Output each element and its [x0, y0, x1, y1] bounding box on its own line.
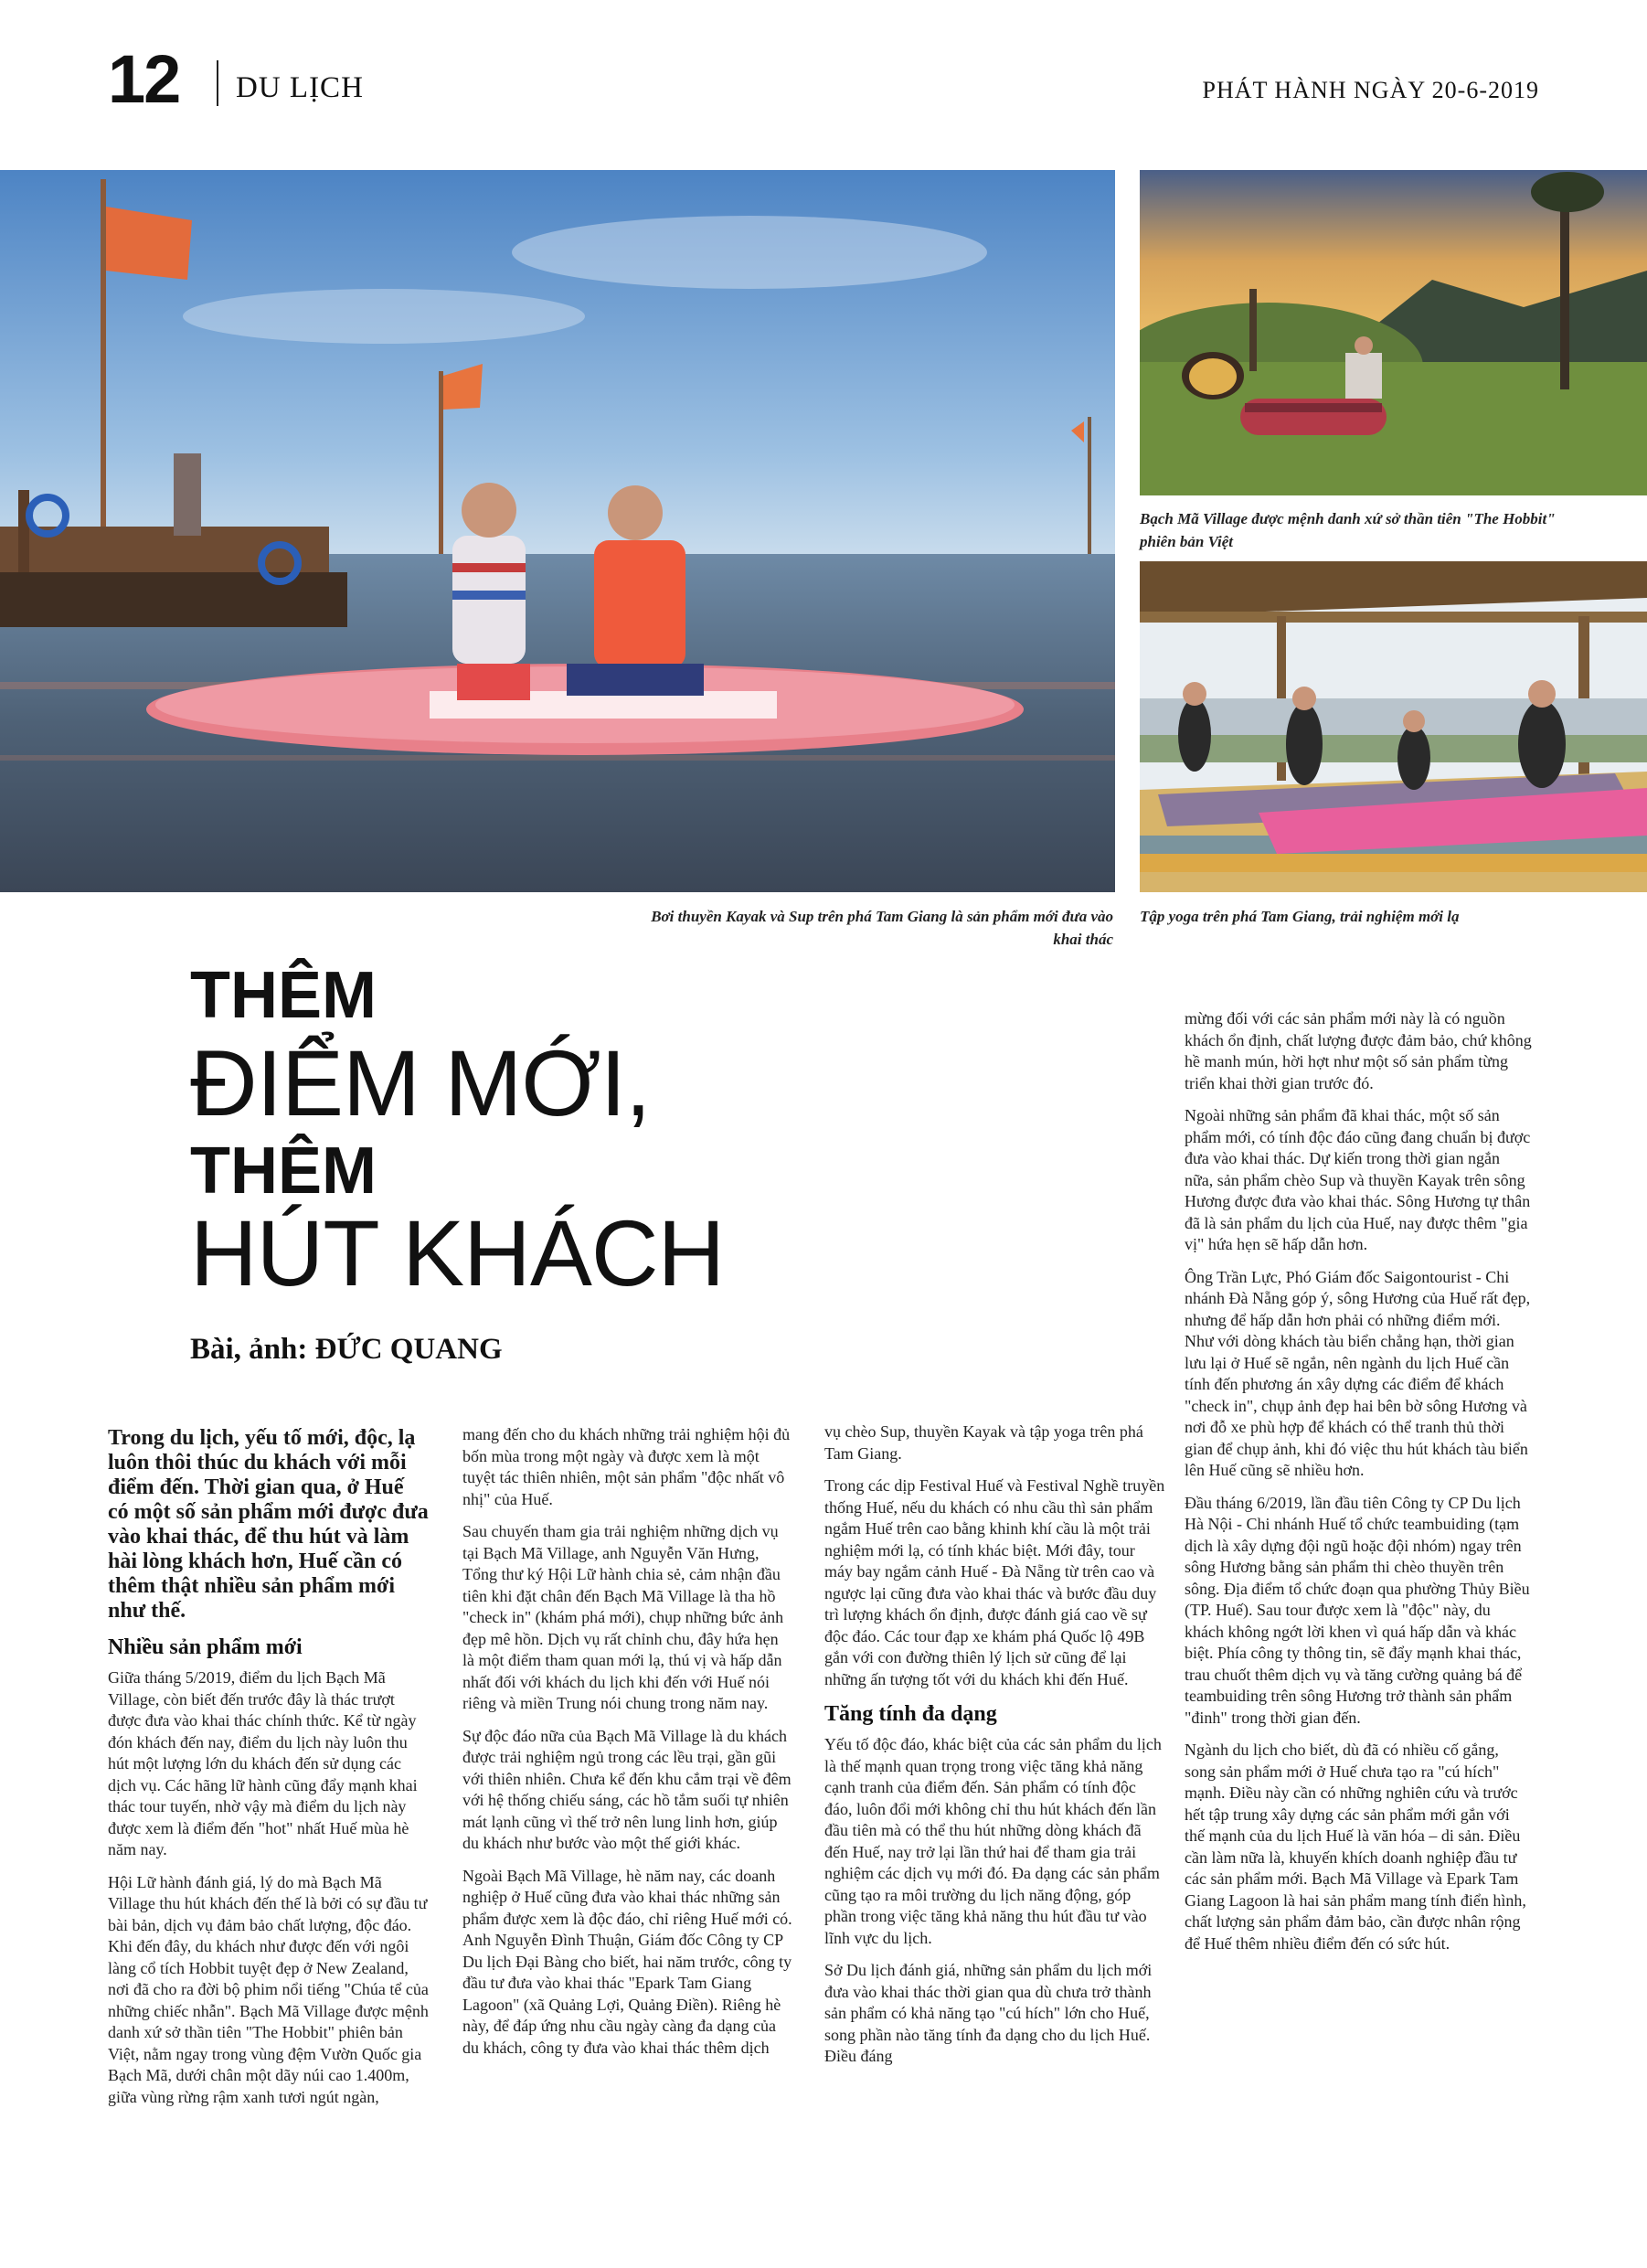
caption-kayak-sup: Bơi thuyền Kayak và Sup trên phá Tam Giang là sản phẩm mới đưa vào khai thác: [651, 908, 1113, 948]
body-paragraph: Ngành du lịch cho biết, dù đã có nhiều cố gắng, song sản phẩm mới ở Huế chưa tạo ra "cú hích" mạnh. Điều này cần có những nghiên cứu và trước hết tập trung xây dựng các sản phẩm mới gắn với thế mạnh của du lịch Huế là văn hóa – di sản. Điều cần làm nữa là, khuyến khích doanh nghiệp đầu tư các sản phẩm mới. Bạch Mã Village và Epark Tam Giang Lagoon là hai sản phẩm mang tính điển hình, chất lượng sản phẩm đảm bảo, cần được nhân rộng để Huế thêm nhiều điểm đến có sức hút.: [1185, 1741, 1526, 1953]
body-paragraph: Sự độc đáo nữa của Bạch Mã Village là du khách được trải nghiệm ngủ trong các lều trại, gần gũi với thiên nhiên. Chưa kể đến khu cắm trại về đêm với hệ thống chiếu sáng, các hồ tắm suối tự nhiên mát lạnh cũng vì thế trở nên lung linh hơn, giúp du khách như bước vào một thế giới khác.: [462, 1726, 792, 1852]
body-paragraph: Sở Du lịch đánh giá, những sản phẩm du lịch mới đưa vào khai thác thời gian qua dù chưa trở thành sản phẩm có khả năng tạo "cú hích" lớn cho Huế, song phần nào tăng tính đa dạng cho du lịch Huế. Điều đáng: [824, 1961, 1153, 2065]
issue-date: PHÁT HÀNH NGÀY 20-6-2019: [1202, 77, 1539, 103]
body-paragraph: mang đến cho du khách những trải nghiệm hội đủ bốn mùa trong một ngày và được xem là một tuyệt tác thiên nhiên, một sản phẩm "độc nhất vô nhị" của Huế.: [462, 1425, 791, 1508]
caption-bach-ma-village: Bạch Mã Village được mệnh danh xứ sở thần tiên "The Hobbit" phiên bản Việt: [1140, 510, 1556, 550]
section-name: DU LỊCH: [236, 71, 364, 104]
photo-yoga: [1140, 561, 1647, 892]
page-number: 12: [108, 41, 180, 117]
body-paragraph: Hội Lữ hành đánh giá, lý do mà Bạch Mã Village thu hút khách đến thế là bởi có sự đầu tư bài bản, dịch vụ đảm bảo chất lượng, độc đáo. Khi đến đây, du khách như được đến với ngôi làng cổ tích Hobbit tuyệt đẹp ở New Zealand, nơi đã cho ra đời bộ phim nổi tiếng "Chúa tể của những chiếc nhẫn". Bạch Mã Village được mệnh danh xứ sở thần tiên "The Hobbit" phiên bản Việt, nằm ngay trong vùng đệm Vườn Quốc gia Bạch Mã, dưới chân một dãy núi cao 1.400m, giữa vùng rừng rậm xanh tươi ngút ngàn,: [108, 1872, 429, 2106]
headline-line-3: THÊM: [190, 1134, 377, 1208]
photo-kayak-sup: [0, 170, 1115, 892]
subheading-diversity: Tăng tính đa dạng: [824, 1702, 997, 1726]
column-1: [108, 1426, 430, 2119]
column-2: [462, 1424, 793, 2070]
body-paragraph: Đầu tháng 6/2019, lần đầu tiên Công ty CP Du lịch Hà Nội - Chi nhánh Huế tổ chức teambuiding (tạm dịch là xây dựng đội ngũ hoặc đội nhóm) ngay trên sông Hương bằng sản phẩm thi chèo thuyền trên sông. Địa điểm tổ chức đoạn qua phường Thủy Biều (TP. Huế). Sau tour được xem là "độc" này, du khách không ngớt lời khen vì quá hấp dẫn và khác biệt. Phía công ty thông tin, sẽ đẩy mạnh khai thác, trau chuốt thêm dịch vụ và tăng cường quảng bá để teambuiding trên sông Hương trở thành sản phẩm "đinh" trong thời gian đến.: [1185, 1493, 1530, 1727]
body-paragraph: vụ chèo Sup, thuyền Kayak và tập yoga trên phá Tam Giang.: [824, 1422, 1143, 1463]
header-divider: [217, 60, 218, 106]
body-paragraph: Ngoài Bạch Mã Village, hè năm nay, các doanh nghiệp ở Huế cũng đưa vào khai thác những sản phẩm được xem là độc đáo, chỉ riêng Huế mới có. Anh Nguyễn Đình Thuận, Giám đốc Công ty CP Du lịch Đại Bàng cho biết, hai năm trước, công ty đầu tư đưa vào khai thác "Epark Tam Giang Lagoon" (xã Quảng Lợi, Quảng Điền). Riêng hè này, để đáp ứng nhu cầu ngày càng đa dạng của du khách, công ty đưa vào khai thác thêm dịch: [462, 1866, 792, 2057]
headline-line-1: THÊM: [190, 959, 377, 1032]
column-3: [824, 1421, 1166, 2079]
caption-yoga: Tập yoga trên phá Tam Giang, trải nghiệm mới lạ: [1140, 908, 1460, 925]
body-paragraph: Sau chuyến tham gia trải nghiệm những dịch vụ tại Bạch Mã Village, anh Nguyễn Văn Hưng, Tổng thư ký Hội Lữ hành chia sẻ, cảm nhận đầu tiên khi đặt chân đến Bạch Mã Village là tha hồ "check in" (khám phá mới), chụp những bức ảnh đẹp mê hồn. Dịch vụ rất chỉnh chu, đây hứa hẹn là một điểm tham quan mới lạ, thú vị và hấp dẫn nhất đối với khách du lịch khi đến với Huế nói riêng và miền Trung nói chung trong năm nay.: [462, 1522, 784, 1712]
body-paragraph: Trong các dịp Festival Huế và Festival Nghề truyền thống Huế, nếu du khách có nhu cầu thì sản phẩm ngắm Huế trên cao bằng khinh khí cầu là một trải nghiệm mới lạ, có tính khác biệt. Mới đây, tour máy bay ngắm cảnh Huế - Đà Nẵng từ trên cao và ngược lại cũng đưa vào khai thác và bước đầu duy trì lượng khách ổn định, được đánh giá cao về sự độc đáo. Các tour đạp xe khám phá Quốc lộ 49B gắn với con đường thiên lý lịch sử cũng để lại những ấn tượng tốt với du khách khi đến Huế.: [824, 1476, 1165, 1688]
body-paragraph: Giữa tháng 5/2019, điểm du lịch Bạch Mã Village, còn biết đến trước đây là thác trượt được đưa vào khai thác chính thức. Kể từ ngày đón khách đến nay, điểm du lịch này luôn thu hút một lượng lớn du khách đến sử dụng các dịch vụ. Các hãng lữ hành cũng đẩy mạnh khai thác tour tuyến, nhờ vậy mà điểm du lịch này được xem là điểm đến "hot" nhất Huế mùa hè năm nay.: [108, 1668, 418, 1858]
body-paragraph: Ông Trần Lực, Phó Giám đốc Saigontourist - Chi nhánh Đà Nẵng góp ý, sông Hương của Huế rất đẹp, nhưng để hấp dẫn hơn phải có những điểm mới. Như với dòng khách tàu biển chẳng hạn, thời gian lưu lại ở Huế sẽ ngắn, nên ngành du lịch Huế cần tính đến phương án xây dựng các điểm để khách "check in", chụp ảnh đẹp hai bên bờ sông Hương và nơi đỗ xe phù hợp để khách có thể tranh thủ thời gian để chụp ảnh, khi đó việc thu hút khách tàu biển lên Huế cũng sẽ nhiều hơn.: [1185, 1267, 1531, 1479]
lead-paragraph: Trong du lịch, yếu tố mới, độc, lạ luôn thôi thúc du khách với mỗi điểm đến. Thời gian qua, ở Huế có một số sản phẩm mới được đưa vào khai thác, để thu hút và làm hài lòng khách hơn, Huế cần có thêm thật nhiều sản phẩm mới như thế.: [108, 1426, 429, 1623]
byline: Bài, ảnh: ĐỨC QUANG: [190, 1333, 503, 1366]
headline-line-2: ĐIỂM MỚI,: [190, 1031, 651, 1135]
column-4: [1185, 1008, 1532, 1965]
photo-bach-ma-village: [1140, 170, 1647, 495]
body-paragraph: mừng đối với các sản phẩm mới này là có nguồn khách ổn định, chất lượng được đảm bảo, chứ không hề manh mún, hời hợt như một số sản phẩm từng triển khai thời gian trước đó.: [1185, 1009, 1532, 1092]
headline-line-4: HÚT KHÁCH: [190, 1201, 725, 1305]
body-paragraph: Ngoài những sản phẩm đã khai thác, một số sản phẩm mới, có tính độc đáo cũng đang chuẩn bị được đưa vào khai thác. Dự kiến trong thời gian ngắn nữa, sản phẩm chèo Sup và thuyền Kayak trên sông Hương được đưa vào khai thác. Sông Hương tự thân đã là sản phẩm du lịch của Huế, nay được thêm "gia vị" hứa hẹn sẽ hấp dẫn hơn.: [1185, 1106, 1531, 1253]
body-paragraph: Yếu tố độc đáo, khác biệt của các sản phẩm du lịch là thế mạnh quan trọng trong việc tăng khả năng cạnh tranh của điểm đến. Sản phẩm có tính độc đáo, luôn đổi mới không chỉ thu hút khách đến lần đầu tiên mà có thể thu hút những dòng khách đã đến Huế, nay trở lại lần thứ hai để tham gia trải nghiệm các dịch vụ mới đó. Đa dạng các sản phẩm cũng tạo ra môi trường du lịch năng động, góp phần trong việc tăng khả năng thu hút đầu tư vào lĩnh vực du lịch.: [824, 1735, 1162, 1947]
subheading-new-products: Nhiều sản phẩm mới: [108, 1635, 303, 1659]
